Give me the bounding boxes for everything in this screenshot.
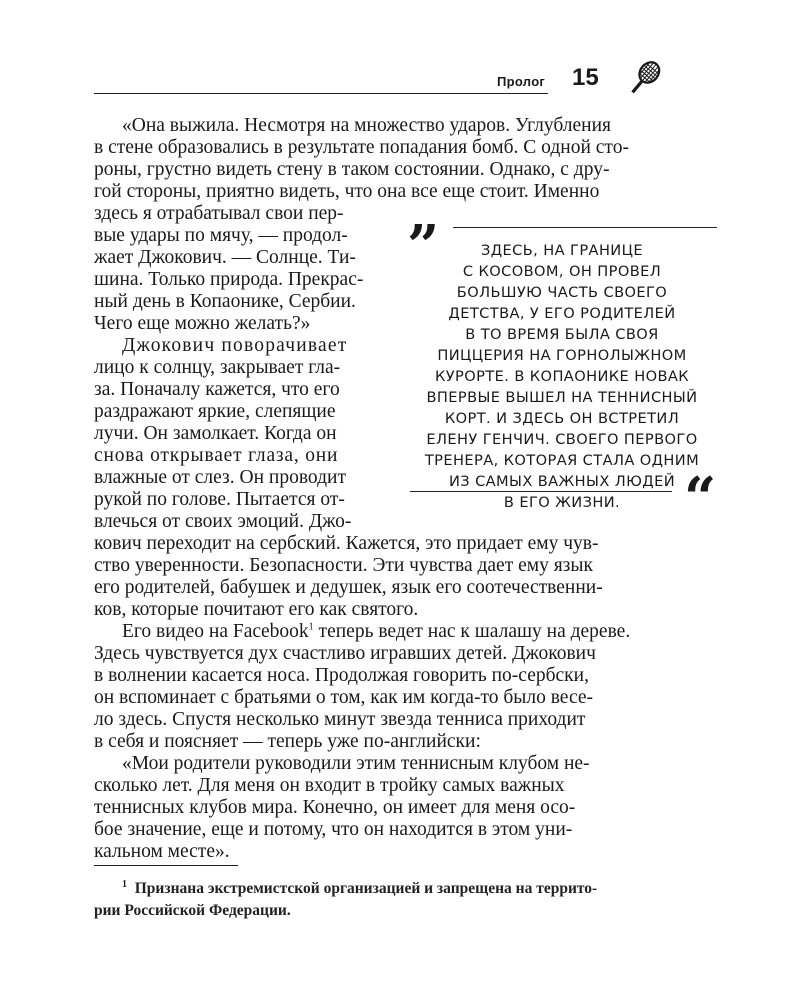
body-line: раздражают яркие, слепящие [94,401,336,422]
pull-quote-line: С КОСОВОМ, ОН ПРОВЕЛ [462,263,662,280]
pull-quote-line: КУРОРТЕ. В КОПАОНИКЕ НОВАК [434,368,690,385]
body-line: в волнении касается носа. Продолжая говорить по-сербски, [94,665,589,686]
body-line: ло здесь. Спустя несколько минут звезда тенниса приходит [94,709,586,730]
page-number: 15 [572,64,599,91]
pull-quote-line: КОРТ. И ЗДЕСЬ ОН ВСТРЕТИЛ [444,410,680,427]
body-line: ный день в Копаонике, Сербии. [94,291,356,312]
body-line: вые удары по мячу, — продол- [94,225,348,246]
footnote-reference: 1 [308,621,314,633]
body-line: снова открывает глаза, они [94,445,339,466]
header-rule [94,93,548,94]
running-header-section: Пролог [497,74,546,89]
pull-quote-bottom-rule [410,491,672,492]
body-line: гой стороны, приятно видеть, что она все еще стоит. Именно [94,181,600,202]
pull-quote-line: ТРЕНЕРА, КОТОРАЯ СТАЛА ОДНИМ [424,452,700,469]
pull-quote-line: В ТО ВРЕМЯ БЫЛА СВОЯ [465,326,659,343]
body-line: кович переходит на сербский. Кажется, это придает ему чув- [94,533,599,554]
body-line: теннисных клубов мира. Конечно, он имеет для меня осо- [94,797,576,818]
body-line: лицо к солнцу, закрывает гла- [94,357,341,378]
body-line: «Она выжила. Несмотря на множество ударов. Углубления [122,115,611,136]
footnote-marker: 1 [122,878,127,890]
pull-quote-open-mark: ” [407,213,440,279]
pull-quote-line: ИЗ САМЫХ ВАЖНЫХ ЛЮДЕЙ [448,473,676,490]
tennis-racket-icon [620,60,664,96]
pull-quote-line: ЕЛЕНУ ГЕНЧИЧ. СВОЕГО ПЕРВОГО [426,431,698,448]
body-line: Чего еще можно желать?» [94,313,311,334]
body-line: Джокович поворачивает [122,335,348,356]
body-line: шина. Только природа. Прекрас- [94,269,364,290]
body-line: Здесь чувствуется дух счастливо игравших детей. Джокович [94,643,596,664]
body-line: в стене образовались в результате попадания бомб. С одной сто- [94,137,629,158]
body-line: «Мои родители руководили этим теннисным клубом не- [122,753,590,774]
body-line: здесь я отрабатывал свои пер- [94,203,344,224]
pull-quote-close-mark: “ [684,465,717,531]
body-line: кальном месте». [94,841,230,862]
body-line: его родителей, бабушек и дедушек, язык его соотечественни- [94,577,603,598]
body-line: сколько лет. Для меня он входит в тройку самых важных [94,775,565,796]
footnote-line: рии Российской Федерации. [94,902,291,919]
body-line: за. Поначалу кажется, что его [94,379,340,400]
pull-quote-line: В ЕГО ЖИЗНИ. [503,494,621,511]
body-line: ство уверенности. Безопасности. Эти чувства дает ему язык [94,555,593,576]
body-line: влажные от слез. Он проводит [94,467,346,488]
body-line: он вспоминает с братьями о том, как им когда-то было весе- [94,687,593,708]
body-line: лучи. Он замолкает. Когда он [94,423,337,444]
body-line: ков, которые почитают его как святого. [94,599,419,620]
body-line: роны, грустно видеть стену в таком состоянии. Однако, с дру- [94,159,610,180]
pull-quote-line: ПИЦЦЕРИЯ НА ГОРНОЛЫЖНОМ [437,347,687,364]
body-line: в себя и поясняет — теперь уже по-английски: [94,731,481,752]
facebook-text: Его видео на Facebook [122,621,309,642]
footnote-text: Признана экстремистской организацией и запрещена на террито- [134,880,598,897]
footnote-line [122,878,597,900]
pull-quote-line: ВПЕРВЫЕ ВЫШЕЛ НА ТЕННИСНЫЙ [426,389,698,406]
body-line: жает Джокович. — Солнце. Ти- [94,247,356,268]
facebook-text-rest: теперь ведет нас к шалашу на дереве. [313,621,631,642]
pull-quote-line: ЗДЕСЬ, НА ГРАНИЦЕ [481,242,643,259]
footnote-rule [94,865,238,866]
body-line: рукой по голове. Пытается от- [94,489,345,510]
body-line: влечься от своих эмоций. Джо- [94,511,352,532]
body-line-facebook [122,621,630,643]
body-line: бое значение, еще и потому, что он находится в этом уни- [94,819,573,840]
pull-quote-top-rule [453,227,717,228]
pull-quote-line: БОЛЬШУЮ ЧАСТЬ СВОЕГО [456,284,668,301]
pull-quote-line: ДЕТСТВА, У ЕГО РОДИТЕЛЕЙ [448,305,676,322]
